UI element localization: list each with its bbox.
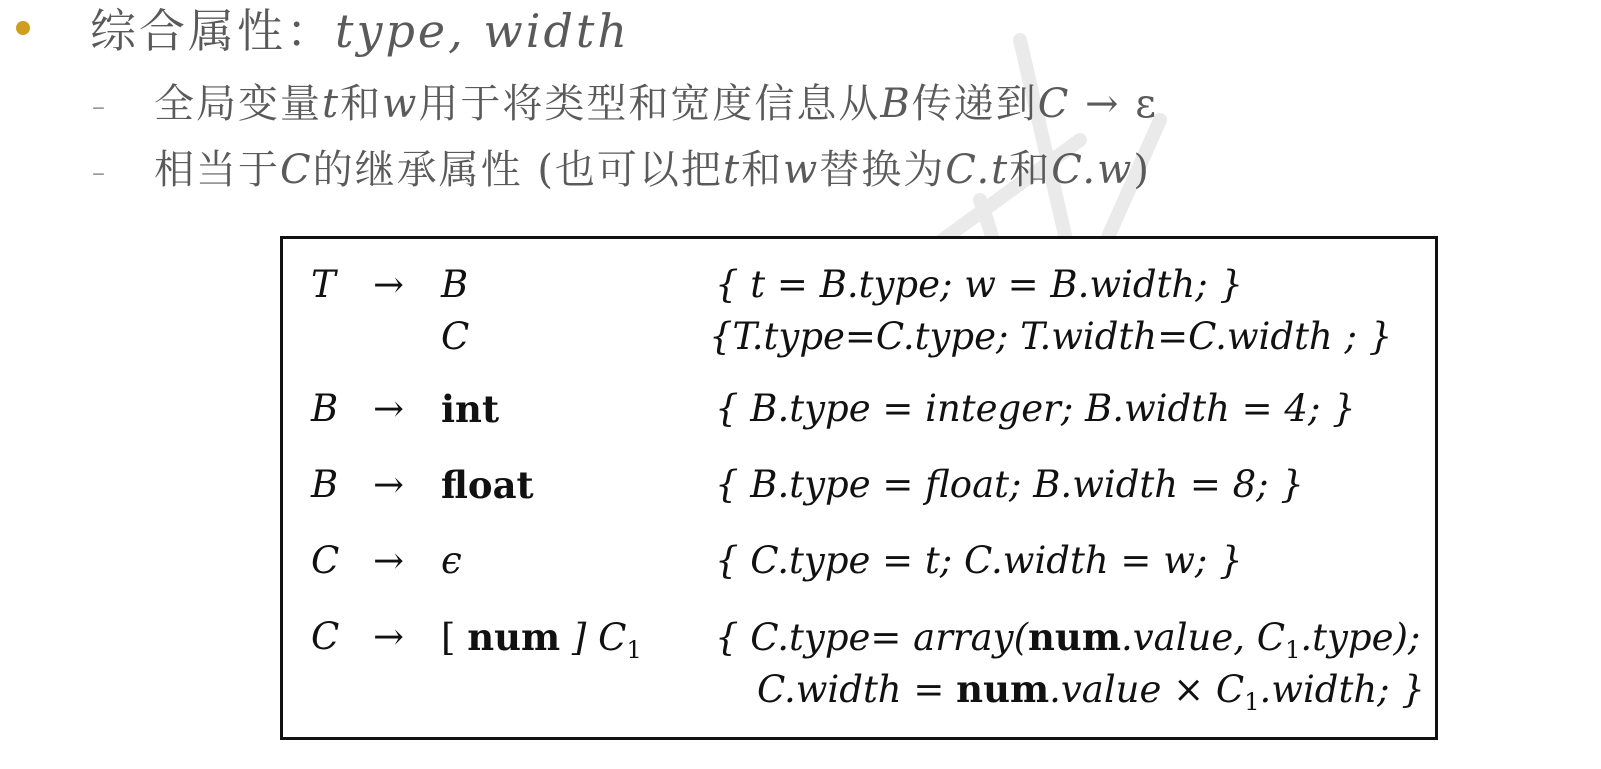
act-subscript: 1 (1285, 636, 1301, 664)
heading-value: type, width (335, 4, 631, 58)
heading-label: 综合属性： (90, 4, 335, 58)
semantic-action: {T.type=C.type; T.width=C.width ; } (709, 315, 1393, 358)
text-part: 的继承属性 (也可以把 (312, 147, 723, 193)
act-part: { C.type= array( (715, 616, 1029, 659)
act-num: num (956, 667, 1050, 711)
text-part: 用于将类型和宽度信息从 (418, 81, 881, 127)
act-part: .width; } (1259, 668, 1425, 711)
sub-bullet-dash: – (92, 158, 105, 188)
production-lhs: B (311, 387, 339, 430)
sub-item-inherited (154, 142, 1151, 198)
var-C: C (1037, 81, 1071, 127)
epsilon-arrow: → ε (1070, 81, 1159, 127)
act-num: num (1028, 615, 1121, 659)
text-part: 全局变量 (154, 81, 322, 127)
production-lhs: B (311, 463, 339, 506)
act-part: .value × C (1049, 668, 1245, 711)
semantic-action: { t = B.type; w = B.width; } (715, 263, 1244, 306)
production-rhs-array (441, 615, 642, 672)
var-Cw: C.w (1051, 147, 1134, 193)
act-part: C.width = (757, 668, 957, 711)
rhs-close: ] C (560, 616, 627, 659)
production-arrow: → (373, 387, 405, 430)
act-subscript: 1 (1244, 688, 1260, 716)
sub-bullet-dash: – (92, 92, 105, 122)
text-part: ) (1133, 147, 1151, 193)
production-rhs: C (441, 315, 470, 358)
var-t: t (322, 81, 341, 127)
var-Ct: C.t (945, 147, 1010, 193)
bullet-dot (16, 21, 30, 35)
production-arrow: → (373, 463, 405, 506)
var-w: w (382, 81, 419, 127)
var-w: w (783, 147, 820, 193)
var-t: t (722, 147, 742, 193)
text-part: 替换为 (819, 147, 946, 193)
production-rhs: float (441, 463, 534, 507)
production-arrow: → (373, 539, 405, 582)
production-lhs: C (311, 615, 340, 658)
rhs-open: [ (441, 616, 468, 659)
semantic-action-line2 (757, 667, 1425, 724)
text-part: 和 (1009, 147, 1052, 193)
production-arrow: → (373, 263, 405, 306)
production-arrow: → (373, 615, 405, 658)
text-part: 和 (741, 147, 784, 193)
rhs-subscript: 1 (626, 636, 642, 664)
sdt-grammar-box (280, 236, 1438, 740)
text-part: 传递到 (911, 81, 1038, 127)
production-rhs: ϵ (441, 539, 462, 582)
text-part: 和 (340, 81, 383, 127)
semantic-action: { B.type = integer; B.width = 4; } (715, 387, 1356, 430)
act-part: .value, C (1120, 616, 1286, 659)
var-C: C (280, 147, 313, 193)
production-lhs: C (311, 539, 340, 582)
semantic-action: { B.type = float; B.width = 8; } (715, 463, 1304, 506)
production-lhs: T (311, 263, 336, 306)
var-B: B (880, 81, 912, 127)
heading-synthesized-attributes (90, 0, 630, 62)
semantic-action: { C.type = t; C.width = w; } (715, 539, 1243, 582)
text-part: 相当于 (154, 147, 280, 193)
production-rhs: int (441, 387, 500, 431)
act-part: .type); (1300, 616, 1421, 659)
production-rhs: B (441, 263, 469, 306)
sub-item-global-vars (154, 76, 1158, 132)
semantic-action-line1 (715, 615, 1420, 672)
rhs-num: num (467, 615, 561, 659)
